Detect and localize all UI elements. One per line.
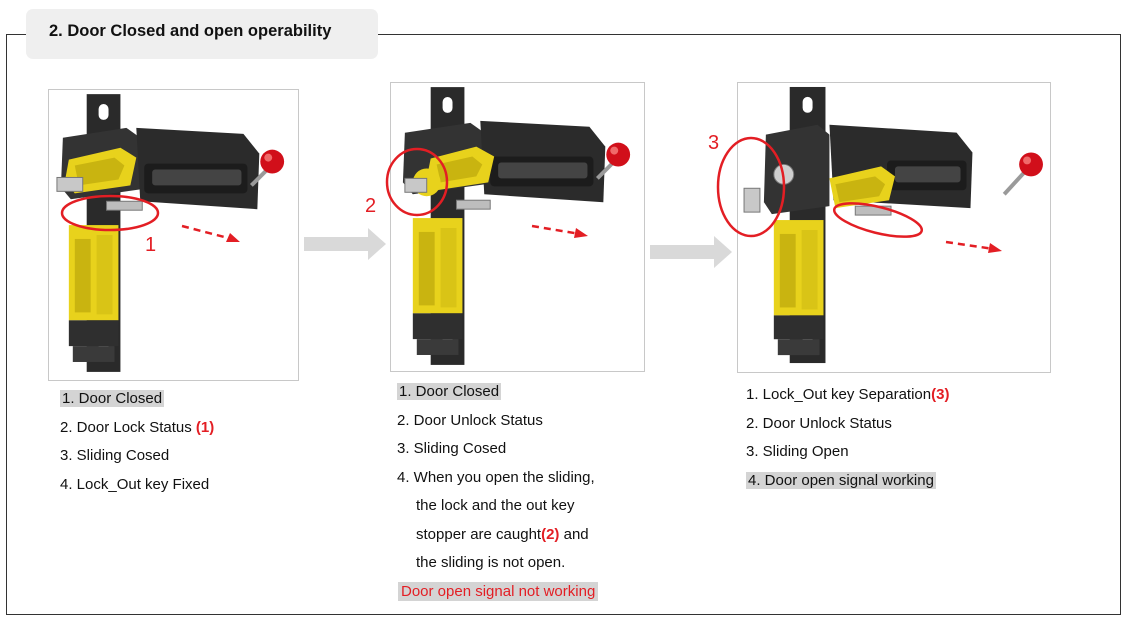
callout-ellipse-2	[384, 146, 594, 246]
list-item: 4. Door open signal working	[748, 471, 934, 489]
reference-number: (2)	[541, 525, 560, 543]
reference-number: (3)	[931, 386, 950, 403]
list-item: 3. Sliding Cosed	[397, 440, 507, 457]
section-title: 2. Door Closed and open operability	[49, 22, 332, 40]
list-item: 2. Door Unlock Status	[746, 414, 892, 432]
list-item-continued: stopper are caught	[416, 525, 542, 543]
list-item: 3. Sliding Cosed	[60, 447, 170, 464]
list-item-continued: the lock and the out key	[416, 497, 575, 514]
right-arrow-icon-1	[304, 224, 388, 264]
list-item-continued: the sliding is not open.	[416, 554, 566, 571]
reference-number: (1)	[195, 418, 215, 436]
list-item: 1. Door Closed	[399, 383, 500, 400]
list-item: 3. Sliding Open	[746, 443, 849, 460]
list-item: 2. Door Lock Status	[60, 418, 196, 436]
list-item: 1. Door Closed	[62, 390, 163, 407]
callout-number-2: 2	[365, 195, 377, 217]
panel-2-list	[397, 378, 595, 578]
list-item: 1. Lock_Out key Separation	[746, 386, 932, 403]
list-item-continued: and	[563, 525, 589, 543]
list-item: 2. Door Unlock Status	[397, 411, 543, 429]
callout-number-1: 1	[145, 234, 157, 256]
warning-text: Door open signal not working	[398, 582, 598, 601]
callout-ellipse-3	[716, 134, 1016, 264]
panel-1-list	[60, 385, 214, 499]
callout-number-3: 3	[708, 132, 720, 154]
list-item: 4. When you open the sliding,	[397, 468, 595, 486]
panel-3-list	[746, 381, 949, 495]
list-item: 4. Lock_Out key Fixed	[60, 475, 210, 493]
